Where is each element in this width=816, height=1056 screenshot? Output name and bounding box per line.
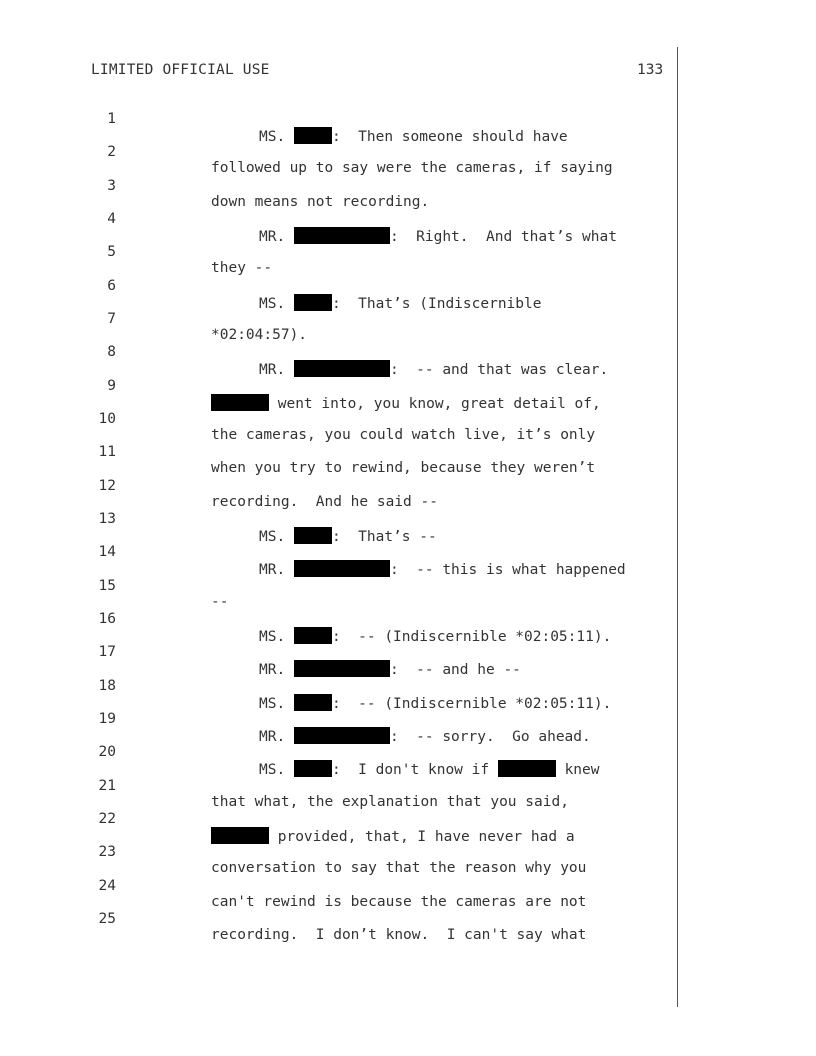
line-number: 6 <box>107 278 116 294</box>
right-margin-rule <box>677 47 678 1007</box>
line-number: 24 <box>98 878 116 894</box>
line-number: 22 <box>98 811 116 827</box>
line-number: 2 <box>107 144 116 160</box>
utterance: Then someone should have <box>358 129 568 145</box>
redaction-box <box>294 527 332 544</box>
line-text: *02:04:57). <box>211 327 308 343</box>
redaction-box <box>294 127 332 144</box>
utterance: -- this is what happened <box>416 562 626 578</box>
line-number: 11 <box>98 444 116 460</box>
line-text: that what, the explanation that you said, <box>211 794 569 810</box>
line-text: the cameras, you could watch live, it’s only <box>211 427 596 443</box>
speaker-label: MR. <box>259 729 286 745</box>
speaker-label: MS. <box>259 296 286 312</box>
transcript-line <box>0 562 229 610</box>
line-number: 17 <box>98 644 116 660</box>
speaker-label: MS. <box>259 129 286 145</box>
line-number: 8 <box>107 344 116 360</box>
line-text <box>259 127 568 145</box>
transcript-line <box>0 95 568 145</box>
line-number: 13 <box>98 511 116 527</box>
line-text <box>259 727 591 745</box>
redaction-box <box>294 627 332 644</box>
line-number: 20 <box>98 744 116 760</box>
redaction-box <box>294 727 390 744</box>
colon: : <box>331 629 341 645</box>
line-text <box>259 560 626 578</box>
utterance: went into, you know, great detail of, <box>277 396 601 412</box>
line-text <box>259 527 437 545</box>
transcript-line <box>0 595 612 645</box>
colon: : <box>331 129 341 145</box>
colon: : <box>331 529 341 545</box>
redaction-box <box>211 394 269 411</box>
line-number: 3 <box>107 178 116 194</box>
utterance: knew <box>564 762 600 778</box>
line-text <box>259 694 611 712</box>
line-text: -- <box>211 594 229 610</box>
page-number: 133 <box>637 62 664 78</box>
redaction-box <box>294 660 390 677</box>
line-text <box>259 660 521 678</box>
line-number: 19 <box>98 711 116 727</box>
line-number: 9 <box>107 378 116 394</box>
speaker-label: MS. <box>259 629 286 645</box>
colon: : <box>389 562 399 578</box>
line-number: 18 <box>98 678 116 694</box>
redaction-box <box>498 760 556 777</box>
colon: : <box>389 729 399 745</box>
speaker-label: MR. <box>259 562 286 578</box>
line-number: 16 <box>98 611 116 627</box>
line-text: recording. And he said -- <box>211 494 438 510</box>
redaction-box <box>294 694 332 711</box>
line-text <box>211 827 575 845</box>
line-number: 21 <box>98 778 116 794</box>
utterance: provided, that, I have never had a <box>277 829 575 845</box>
colon: : <box>331 696 341 712</box>
line-text: followed up to say were the cameras, if saying <box>211 160 613 176</box>
line-text: when you try to rewind, because they weren’t <box>211 460 596 476</box>
line-number: 5 <box>107 244 116 260</box>
utterance: I don't know if <box>358 762 490 778</box>
line-text <box>259 760 599 778</box>
page-header-classification: LIMITED OFFICIAL USE <box>91 62 270 78</box>
speaker-label: MS. <box>259 762 286 778</box>
line-text <box>211 394 601 412</box>
line-text: conversation to say that the reason why you <box>211 860 587 876</box>
line-text: recording. I don’t know. I can't say what <box>211 927 587 943</box>
line-text <box>259 360 608 378</box>
redaction-box <box>294 560 390 577</box>
line-number: 23 <box>98 844 116 860</box>
utterance: -- (Indiscernible *02:05:11). <box>358 696 612 712</box>
line-number: 10 <box>98 411 116 427</box>
line-text <box>259 294 541 312</box>
redaction-box <box>294 760 332 777</box>
colon: : <box>389 662 399 678</box>
speaker-label: MR. <box>259 662 286 678</box>
utterance: That’s -- <box>358 529 437 545</box>
line-number: 1 <box>107 111 116 127</box>
utterance: Right. And that’s what <box>416 229 617 245</box>
line-number: 14 <box>98 544 116 560</box>
speaker-label: MR. <box>259 362 286 378</box>
line-text <box>259 627 611 645</box>
colon: : <box>331 762 341 778</box>
redaction-box <box>211 827 269 844</box>
utterance: -- and that was clear. <box>416 362 609 378</box>
line-text: they -- <box>211 260 273 276</box>
line-text <box>259 227 617 245</box>
speaker-label: MS. <box>259 696 286 712</box>
line-number: 7 <box>107 311 116 327</box>
line-text: down means not recording. <box>211 194 430 210</box>
utterance: -- sorry. Go ahead. <box>416 729 591 745</box>
speaker-label: MR. <box>259 229 286 245</box>
line-number: 15 <box>98 578 116 594</box>
line-number: 25 <box>98 911 116 927</box>
redaction-box <box>294 227 390 244</box>
line-number: 12 <box>98 478 116 494</box>
utterance: -- (Indiscernible *02:05:11). <box>358 629 612 645</box>
redaction-box <box>294 360 390 377</box>
utterance: That’s (Indiscernible <box>358 296 542 312</box>
colon: : <box>389 362 399 378</box>
utterance: -- and he -- <box>416 662 521 678</box>
colon: : <box>331 296 341 312</box>
redaction-box <box>294 294 332 311</box>
line-text: can't rewind is because the cameras are not <box>211 894 587 910</box>
speaker-label: MS. <box>259 529 286 545</box>
colon: : <box>389 229 399 245</box>
line-number: 4 <box>107 211 116 227</box>
transcript-line <box>0 162 430 210</box>
